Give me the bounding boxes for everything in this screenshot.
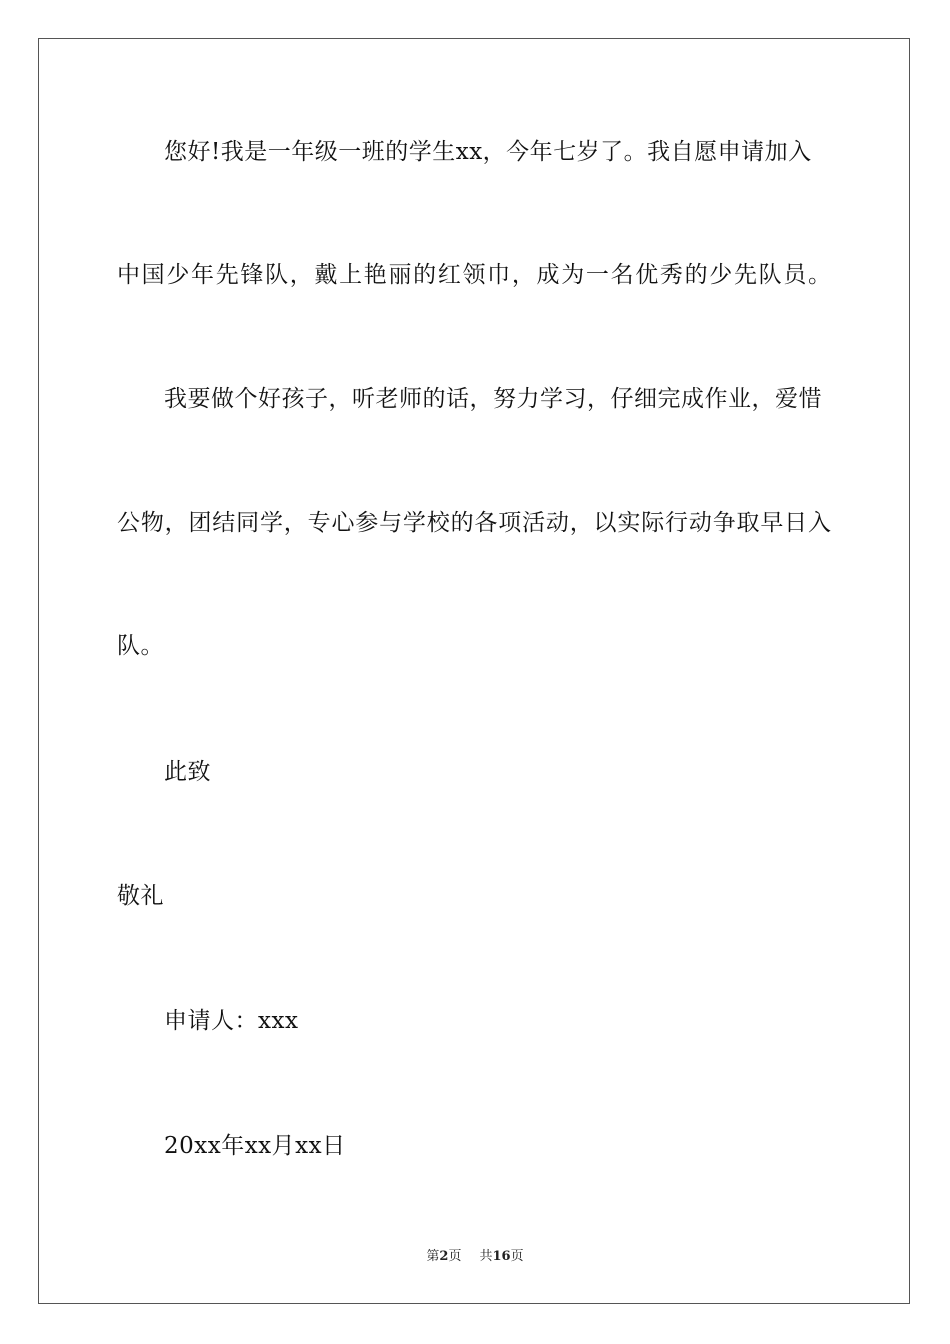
total-pages: 16 [492,1249,511,1264]
page-suffix: 页 [448,1249,462,1264]
paragraph-1-line-2: 中国少年先锋队，戴上艳丽的红领巾，成为一名优秀的少先队员。 [117,262,831,288]
total-prefix: 共 [479,1249,493,1264]
total-suffix: 页 [510,1249,524,1264]
paragraph-2-line-1: 我要做个好孩子，听老师的话，努力学习，仔细完成作业，爱惜 [164,386,822,412]
closing-phrase: 此致 [164,759,211,785]
page-frame [38,38,910,1304]
paragraph-2-line-2: 公物，团结同学，专心参与学校的各项活动，以实际行动争取早日入 [117,510,831,536]
paragraph-1-line-1: 您好!我是一年级一班的学生xx，今年七岁了。我自愿申请加入 [164,139,812,165]
letter-date: 20xx年xx月xx日 [164,1133,346,1159]
page-footer [0,1249,950,1265]
page-prefix: 第 [426,1249,440,1264]
applicant-signature: 申请人：xxx [164,1008,299,1034]
page-number: 2 [439,1249,449,1264]
paragraph-2-line-3: 队。 [117,633,164,659]
salute: 敬礼 [117,883,164,909]
